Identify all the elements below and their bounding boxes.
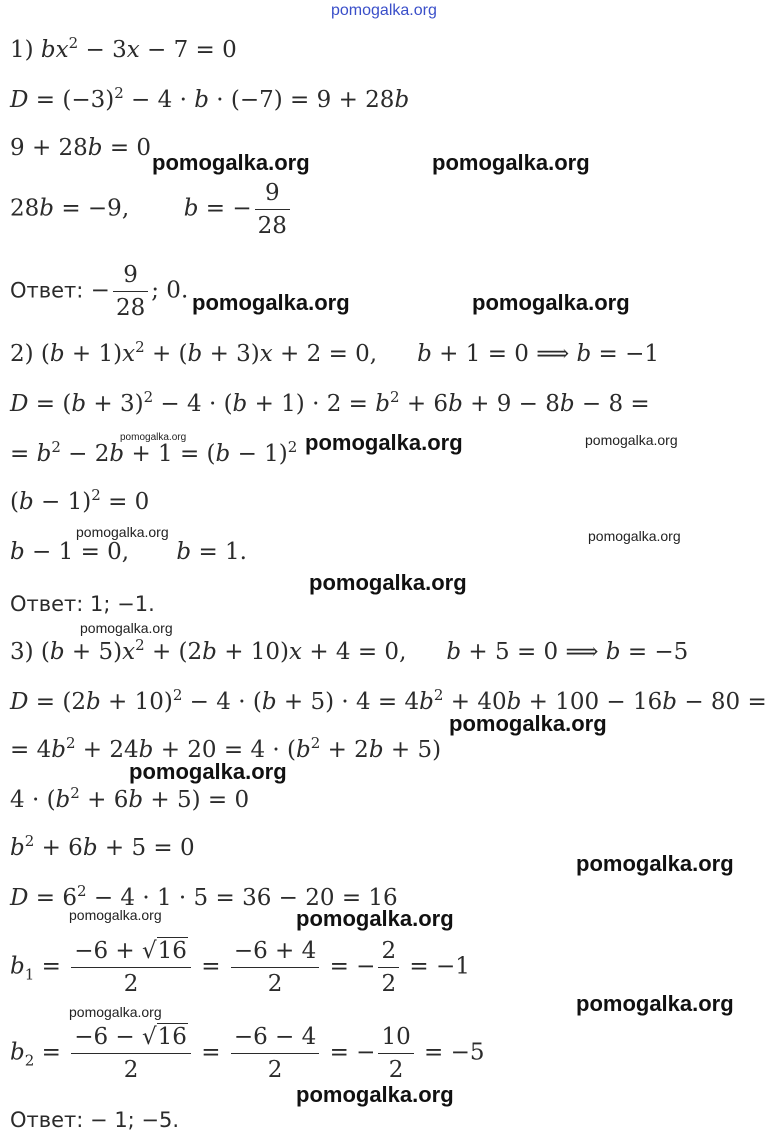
math-line-1-3: 9 + 28b = 0: [10, 135, 152, 161]
watermark: pomogalka.org: [576, 991, 734, 1016]
math-line-1-1: 1) $bx^2 - 3x - 7 = 0$: [10, 34, 237, 63]
math-line-2-1: 2) $(b + 1)x^2 + (b + 3)x + 2 = 0$, b + 1 = 0 ⟹ b = −1: [10, 338, 660, 367]
math-line-3-5: $b^2 + 6b + 5 = 0$: [10, 832, 195, 861]
math-line-2-3: = $b^2 - 2b + 1 = (b - 1)^2$: [10, 438, 298, 467]
watermark: pomogalka.org: [69, 907, 162, 923]
math-line-1-4: 28b = −9, b = − $\frac{9}{28}$: [10, 180, 293, 239]
watermark-top: pomogalka.org: [331, 2, 437, 19]
answer-1-label: Ответ:: [10, 278, 84, 303]
math-line-3-6: $D = 6^2 - 4 \cdot 1 \cdot 5 = 36 - 20 = 16$: [10, 882, 398, 911]
watermark: pomogalka.org: [80, 620, 173, 636]
math-line-3-3: = $4b^2 + 24b + 20 = 4 \cdot (b^2 + 2b + 5)$: [10, 734, 442, 763]
watermark: pomogalka.org: [152, 150, 310, 175]
math-line-3-1: 3) $(b + 5)x^2 + (2b + 10)x + 4 = 0$, b + 5 = 0 ⟹ b = −5: [10, 636, 689, 665]
answer-3: Ответ: − 1; −5.: [10, 1108, 180, 1132]
watermark: pomogalka.org: [76, 524, 169, 540]
watermark: pomogalka.org: [432, 150, 590, 175]
watermark: pomogalka.org: [192, 290, 350, 315]
watermark: pomogalka.org: [296, 906, 454, 931]
math-line-3-4: $4 \cdot (b^2 + 6b + 5) = 0$: [10, 784, 250, 813]
watermark: pomogalka.org: [585, 432, 678, 448]
math-line-2-5: b − 1 = 0, b = 1.: [10, 539, 247, 565]
math-line-2-4: $(b - 1)^2 = 0$: [10, 486, 150, 515]
watermark: pomogalka.org: [472, 290, 630, 315]
watermark: pomogalka.org: [129, 759, 287, 784]
math-line-3-8: $b_2$ = $\frac{-6 - √16}{2}$ = $\frac{-6 - 4}{2}$ = − $\frac{10}{2}$ = −5: [10, 1024, 485, 1083]
watermark: pomogalka.org: [305, 430, 463, 455]
answer-2: Ответ: 1; −1.: [10, 592, 155, 616]
watermark: pomogalka.org: [449, 711, 607, 736]
watermark: pomogalka.org: [69, 1004, 162, 1020]
math-line-3-7: $b_1$ = $\frac{-6 + √16}{2}$ = $\frac{-6 + 4}{2}$ = − $\frac{2}{2}$ = −1: [10, 938, 470, 997]
math-line-2-2: $D = (b + 3)^2 - 4 \cdot (b + 1) \cdot 2 = b^2 + 6b + 9 - 8b - 8$ =: [10, 388, 650, 417]
math-line-3-2: $D = (2b + 10)^2 - 4 \cdot (b + 5) \cdot 4 = 4b^2 + 40b + 100 - 16b - 80$ =: [10, 686, 767, 715]
watermark: pomogalka.org: [576, 851, 734, 876]
math-line-1-2: $D = (-3)^2 - 4 \cdot b \cdot (-7) = 9 + 28b$: [10, 84, 410, 113]
watermark: pomogalka.org: [296, 1082, 454, 1107]
watermark: pomogalka.org: [588, 528, 681, 544]
watermark: pomogalka.org: [120, 432, 187, 443]
answer-1: Ответ: − $\frac{9}{28}$ ; 0.: [10, 262, 189, 321]
watermark: pomogalka.org: [309, 570, 467, 595]
